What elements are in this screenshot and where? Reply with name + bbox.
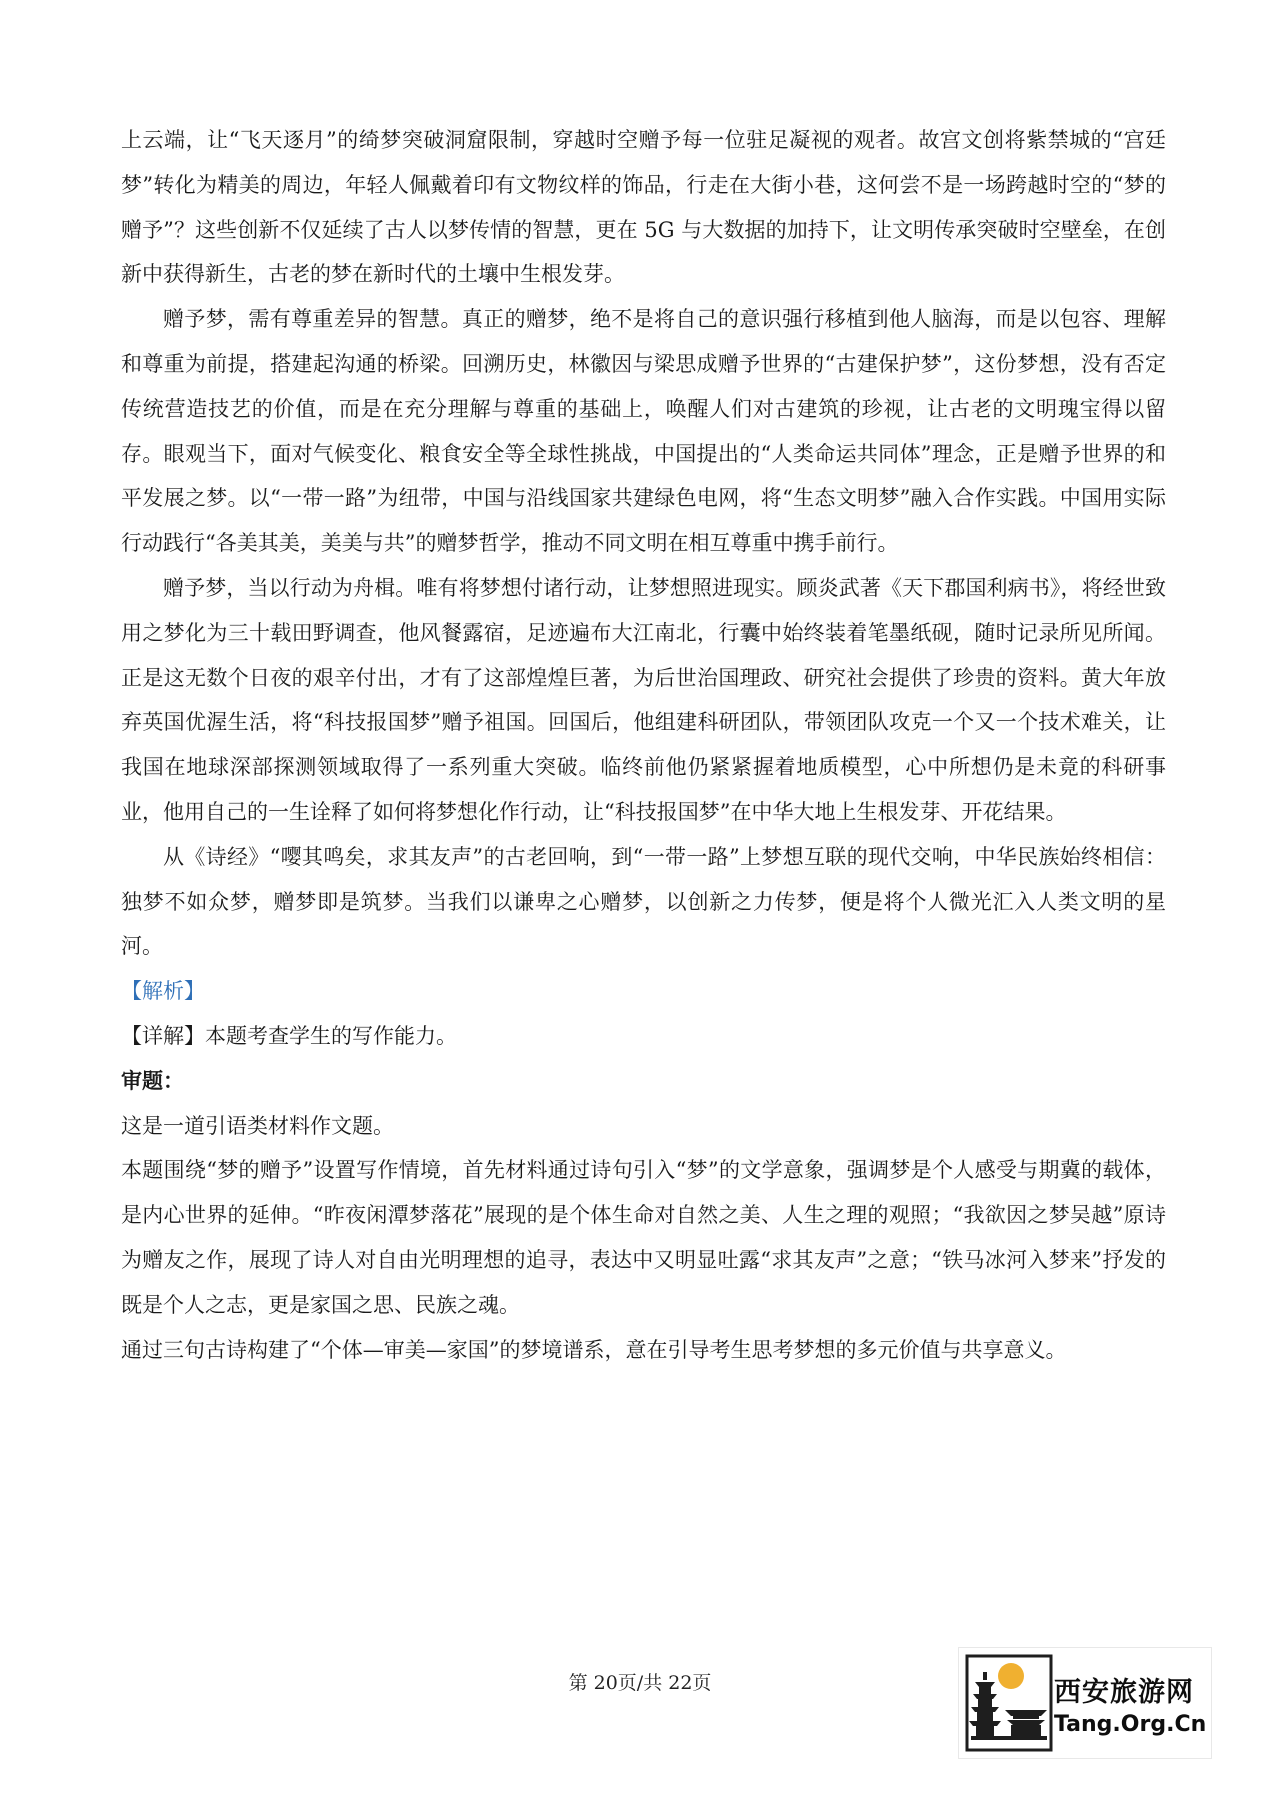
site-watermark-logo <box>958 1647 1212 1759</box>
analysis-heading: 【解析】 <box>121 979 205 1004</box>
review-line-analysis: 本题围绕“梦的赠予”设置写作情境，首先材料通过诗句引入“梦”的文学意象，强调梦是个人感受与期冀的载体，是内心世界的延伸。“昨夜闲潭梦落花”展现的是个体生命对自然之美、人生之理的观照；“我欲因之梦吴越”原诗为赠友之作，展现了诗人对自由光明理想的追寻，表达中又明显吐露“求其友声”之意；“铁马冰河入梦来”抒发的既是个人之志，更是家国之思、民族之魂。 <box>121 1158 1166 1317</box>
detail-text: 本题考查学生的写作能力。 <box>205 1023 457 1048</box>
paragraph-conclusion: 从《诗经》“嘤其鸣矣，求其友声”的古老回响，到“一带一路”上梦想互联的现代交响，中华民族始终相信：独梦不如众梦，赠梦即是筑梦。当我们以谦卑之心赠梦，以创新之力传梦，便是将个人微光汇入人类文明的星河。 <box>121 844 1166 959</box>
logo-site-domain: Tang.Org.Cn <box>1054 1712 1207 1737</box>
paragraph-action: 赠予梦，当以行动为舟楫。唯有将梦想付诸行动，让梦想照进现实。顾炎武著《天下郡国利病书》，将经世致用之梦化为三十载田野调查，他风餐露宿，足迹遍布大江南北，行囊中始终装着笔墨纸砚，随时记录所见所闻。正是这无数个日夜的艰辛付出，才有了这部煌煌巨著，为后世治国理政、研究社会提供了珍贵的资料。黄大年放弃英国优渥生活，将“科技报国梦”赠予祖国。回国后，他组建科研团队，带领团队攻克一个又一个技术难关，让我国在地球深部探测领域取得了一系列重大突破。临终前他仍紧紧握着地质模型，心中所想仍是未竟的科研事业，他用自己的一生诠释了如何将梦想化作行动，让“科技报国梦”在中华大地上生根发芽、开花结果。 <box>121 575 1166 824</box>
paragraph-respect-difference: 赠予梦，需有尊重差异的智慧。真正的赠梦，绝不是将自己的意识强行移植到他人脑海，而是以包容、理解和尊重为前提，搭建起沟通的桥梁。回溯历史，林徽因与梁思成赠予世界的“古建保护梦”，这份梦想，没有否定传统营造技艺的价值，而是在充分理解与尊重的基础上，唤醒人们对古建筑的珍视，让古老的文明瑰宝得以留存。眼观当下，面对气候变化、粮食安全等全球性挑战，中国提出的“人类命运共同体”理念，正是赠予世界的和平发展之梦。以“一带一路”为纽带，中国与沿线国家共建绿色电网，将“生态文明梦”融入合作实践。中国用实际行动践行“各美其美，美美与共”的赠梦哲学，推动不同文明在相互尊重中携手前行。 <box>121 307 1166 556</box>
logo-site-name: 西安旅游网 <box>1054 1677 1194 1708</box>
detail-label: 【详解】 <box>121 1023 205 1048</box>
pagoda-icon <box>965 1654 1053 1752</box>
detail-line <box>121 1014 1166 1059</box>
paragraph-continuation: 上云端，让“飞天逐月”的绮梦突破洞窟限制，穿越时空赠予每一位驻足凝视的观者。故宫文创将紫禁城的“宫廷梦”转化为精美的周边，年轻人佩戴着印有文物纹样的饰品，行走在大街小巷，这何尝不是一场跨越时空的“梦的赠予”？这些创新不仅延续了古人以梦传情的智慧，更在 5G 与大数据的加持下，让文明传承突破时空壁垒，在创新中获得新生，古老的梦在新时代的土壤中生根发芽。 <box>121 128 1166 287</box>
review-heading: 审题： <box>121 1067 184 1093</box>
review-line-summary: 通过三句古诗构建了“个体—审美—家国”的梦境谱系，意在引导考生思考梦想的多元价值与共享意义。 <box>121 1337 1067 1362</box>
review-line-type: 这是一道引语类材料作文题。 <box>121 1113 394 1138</box>
document-body <box>121 118 1166 1372</box>
page-number-footer: 第 20页/共 22页 <box>568 1672 712 1694</box>
